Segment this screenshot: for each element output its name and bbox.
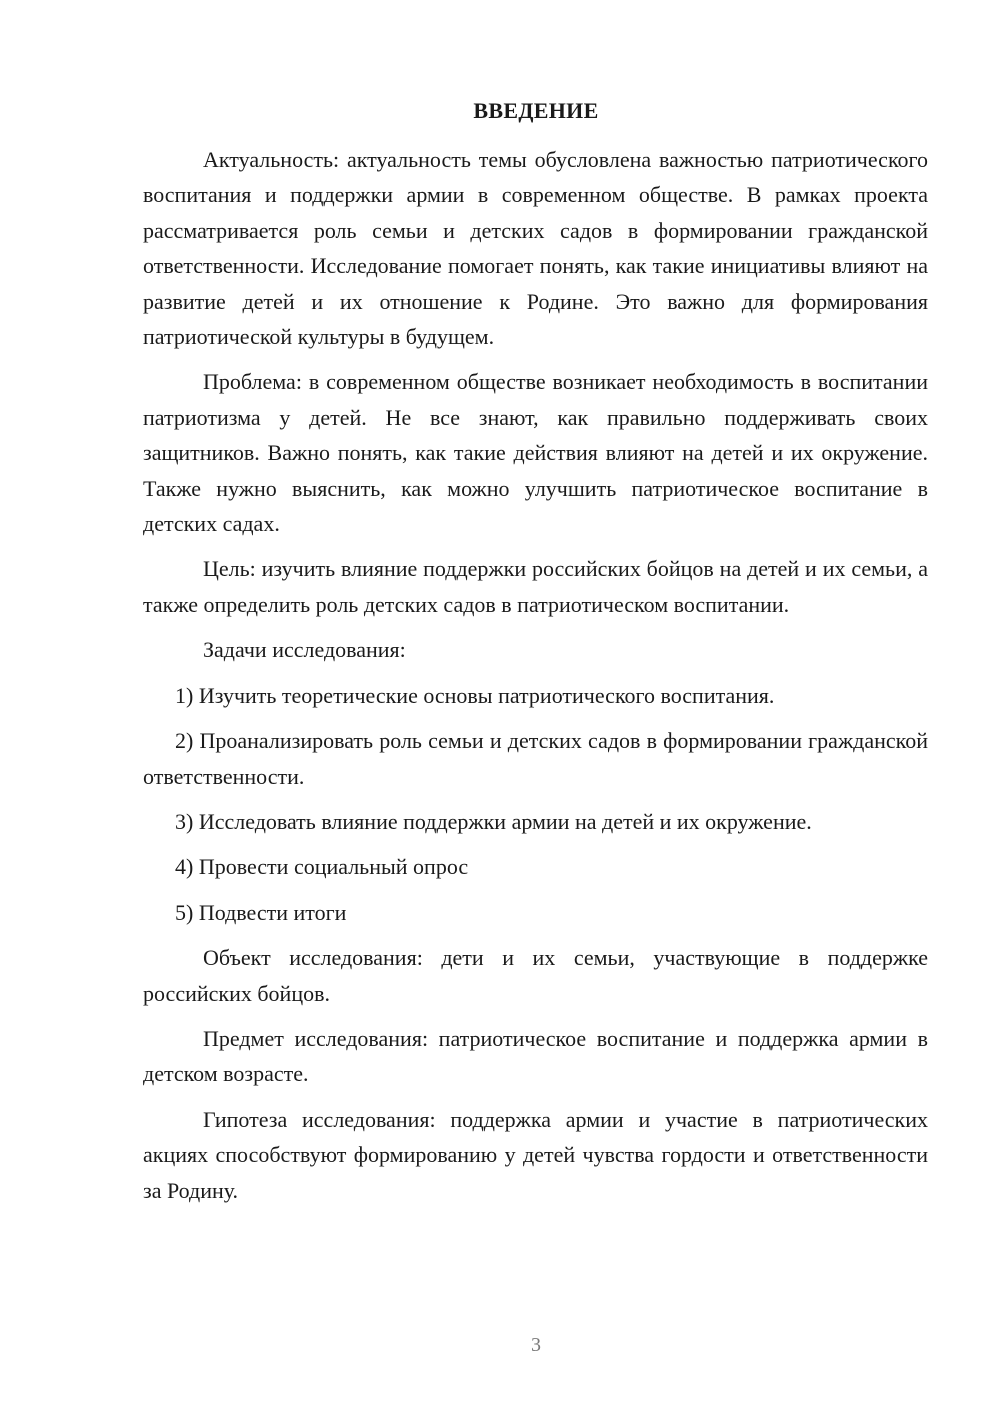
page-number: 3	[531, 1334, 541, 1356]
subject-paragraph: Предмет исследования: патриотическое воспитание и поддержка армии в детском возрасте.	[143, 1025, 928, 1087]
task-item-5: 5) Подвести итоги	[175, 899, 347, 925]
task-item-1: 1) Изучить теоретические основы патриотического воспитания.	[175, 682, 775, 708]
relevance-paragraph: Актуальность: актуальность темы обусловлена важностью патриотического воспитания и поддержки армии в современном обществе. В рамках проекта рассматривается роль семьи и детских садов в формировании гражданской ответственности. Исследование помогает понять, как такие инициативы влияют на развитие детей и их отношение к Родине. Это важно для формирования патриотической культуры в будущем.	[143, 147, 928, 350]
task-item-4: 4) Провести социальный опрос	[175, 854, 469, 880]
document-body	[143, 142, 928, 1218]
task-item-2: 2) Проанализировать роль семьи и детских садов в формировании гражданской ответственности.	[143, 728, 928, 789]
page-title: ВВЕДЕНИЕ	[473, 98, 599, 123]
goal-paragraph: Цель: изучить влияние поддержки российских бойцов на детей и их семьи, а также определить роль детских садов в патриотическом воспитании.	[143, 556, 928, 617]
tasks-heading: Задачи исследования:	[203, 637, 406, 663]
hypothesis-paragraph: Гипотеза исследования: поддержка армии и участие в патриотических акциях способствуют формированию у детей чувства гордости и ответственности за Родину.	[143, 1106, 928, 1203]
task-item-3: 3) Исследовать влияние поддержки армии на детей и их окружение.	[175, 808, 812, 834]
problem-paragraph: Проблема: в современном обществе возникает необходимость в воспитании патриотизма у детей. Не все знают, как правильно поддерживать своих защитников. Важно понять, как такие действия влияют на детей и их окружение. Также нужно выяснить, как можно улучшить патриотическое воспитание в детских садах.	[143, 369, 928, 537]
object-paragraph: Объект исследования: дети и их семьи, участвующие в поддержке российских бойцов.	[143, 945, 928, 1006]
